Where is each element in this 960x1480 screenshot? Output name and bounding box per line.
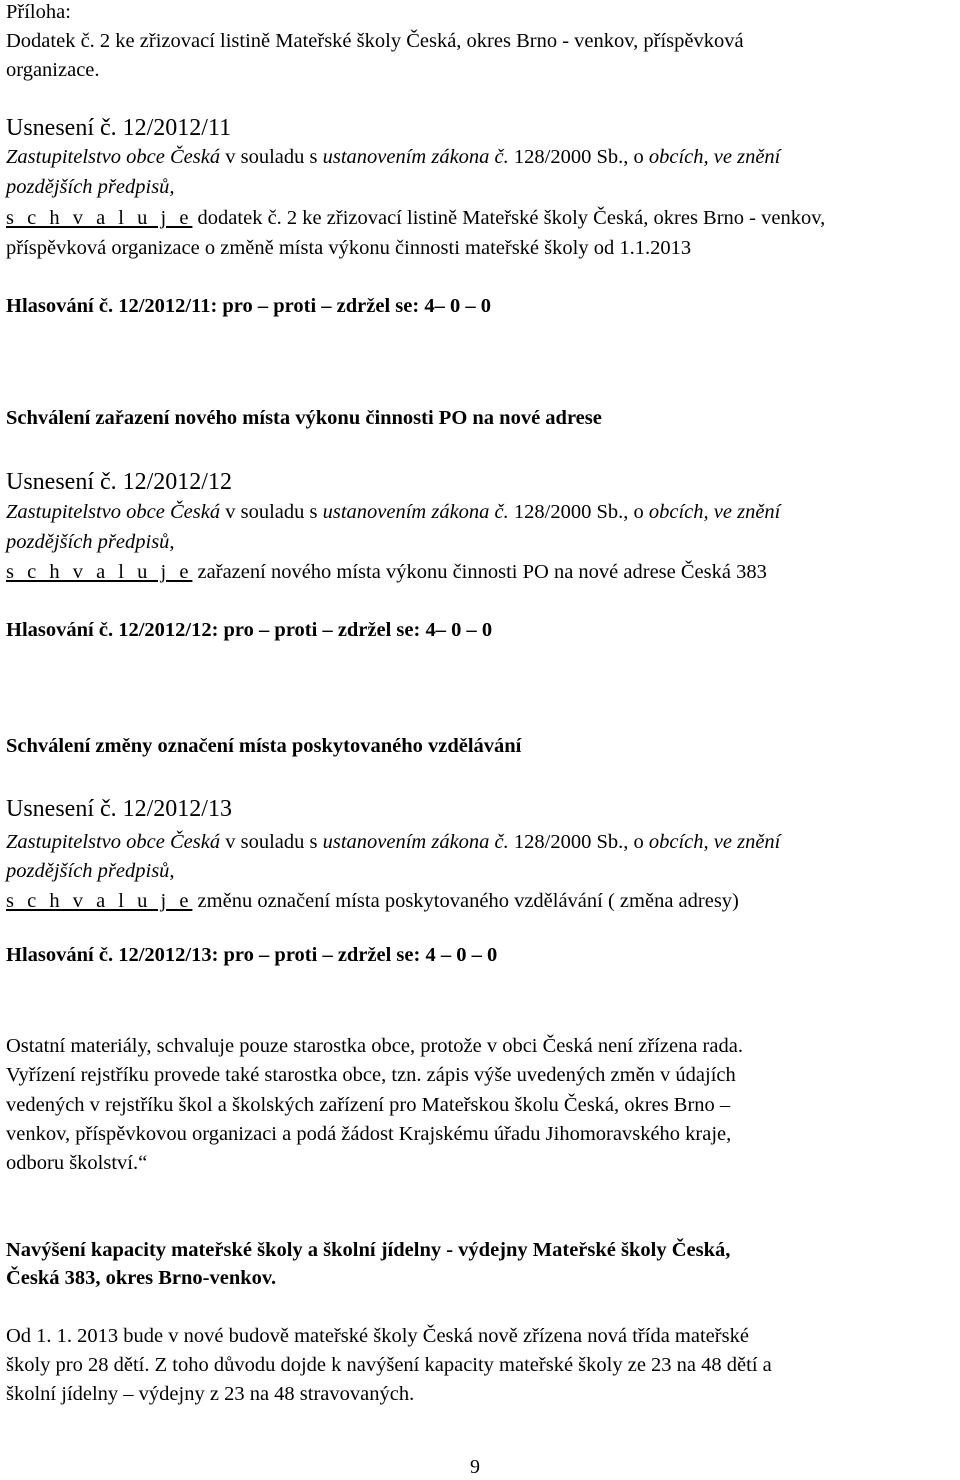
approves-label: s c h v a l u j e (6, 561, 193, 583)
vote-result: Hlasování č. 12/2012/12: pro – proti – zdržel se: 4– 0 – 0 (6, 619, 493, 641)
paragraph-line: odboru školství.“ (6, 1152, 148, 1174)
resolution-intro: Zastupitelstvo obce Česká v souladu s ustanovením zákona č. 128/2000 Sb., o obcích, ve znění (6, 501, 781, 523)
resolution-text: s c h v a l u j e dodatek č. 2 ke zřizovací listině Mateřské školy Česká, okres Brno - venkov, (6, 207, 826, 229)
paragraph-line: školní jídelny – výdejny z 23 na 48 stravovaných. (6, 1383, 415, 1405)
paragraph-line: Od 1. 1. 2013 bude v nové budově mateřské školy Česká nově zřízena nová třída mateřské (6, 1325, 749, 1347)
approves-label: s c h v a l u j e (6, 207, 193, 229)
paragraph-line: venkov, příspěvkovou organizaci a podá žádost Krajskému úřadu Jihomoravského kraje, (6, 1123, 732, 1145)
resolution-text: s c h v a l u j e zařazení nového místa výkonu činnosti PO na nové adrese Česká 383 (6, 561, 767, 583)
section-heading-cont: Česká 383, okres Brno-venkov. (6, 1267, 277, 1289)
paragraph-line: vedených v rejstříku škol a školských zařízení pro Mateřskou školu Česká, okres Brno – (6, 1094, 731, 1116)
attachment-label: Příloha: (6, 1, 71, 23)
resolution-intro-cont: pozdějších předpisů, (6, 531, 175, 553)
resolution-intro-cont: pozdějších předpisů, (6, 176, 175, 198)
paragraph-line: školy pro 28 dětí. Z toho důvodu dojde k navýšení kapacity mateřské školy ze 23 na 48 dětí a (6, 1354, 772, 1376)
section-heading: Navýšení kapacity mateřské školy a školní jídelny - výdejny Mateřské školy Česká, (6, 1239, 731, 1261)
resolution-title: Usnesení č. 12/2012/11 (6, 115, 232, 141)
resolution-title: Usnesení č. 12/2012/12 (6, 469, 232, 495)
resolution-text-cont: příspěvková organizace o změně místa výkonu činnosti mateřské školy od 1.1.2013 (6, 237, 692, 259)
resolution-intro-cont: pozdějších předpisů, (6, 860, 175, 882)
paragraph-line: Vyřízení rejstříku provede také starostka obce, tzn. zápis výše uvedených změn v údajích (6, 1064, 736, 1086)
section-heading: Schválení změny označení místa poskytovaného vzdělávání (6, 735, 522, 757)
resolution-title: Usnesení č. 12/2012/13 (6, 796, 232, 822)
paragraph-line: Ostatní materiály, schvaluje pouze starostka obce, protože v obci Česká není zřízena rada. (6, 1035, 743, 1057)
attachment-line: Dodatek č. 2 ke zřizovací listině Mateřské školy Česká, okres Brno - venkov, příspěvková (6, 30, 744, 52)
attachment-line: organizace. (6, 59, 100, 81)
resolution-intro: Zastupitelstvo obce Česká v souladu s ustanovením zákona č. 128/2000 Sb., o obcích, ve znění (6, 831, 781, 853)
approves-label: s c h v a l u j e (6, 890, 193, 912)
vote-result: Hlasování č. 12/2012/11: pro – proti – zdržel se: 4– 0 – 0 (6, 295, 491, 317)
vote-result: Hlasování č. 12/2012/13: pro – proti – zdržel se: 4 – 0 – 0 (6, 944, 498, 966)
section-heading: Schválení zařazení nového místa výkonu činnosti PO na nové adrese (6, 407, 602, 429)
page-number: 9 (470, 1456, 480, 1478)
resolution-intro: Zastupitelstvo obce Česká v souladu s ustanovením zákona č. 128/2000 Sb., o obcích, ve znění (6, 146, 781, 168)
resolution-text: s c h v a l u j e změnu označení místa poskytovaného vzdělávání ( změna adresy) (6, 890, 739, 912)
